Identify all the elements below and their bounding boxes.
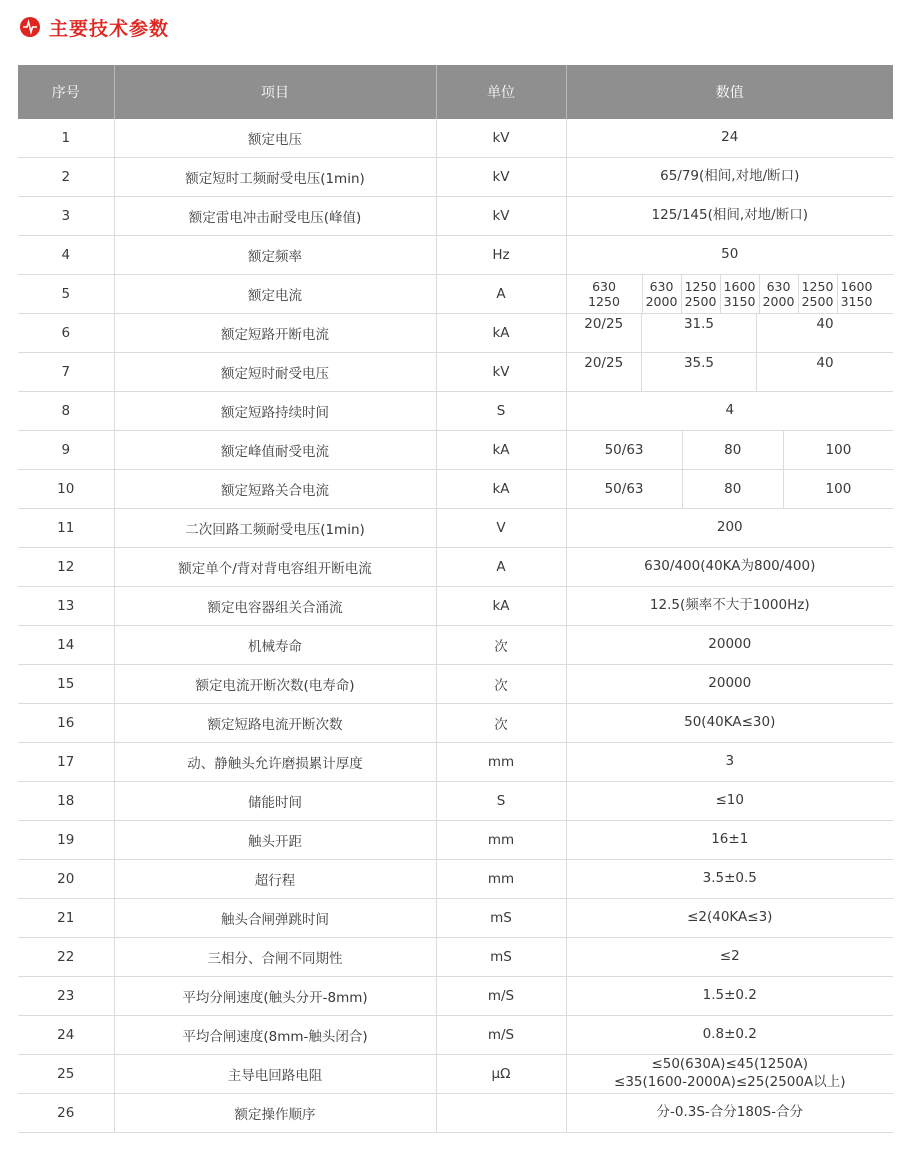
row-value (566, 1016, 893, 1055)
table-row (18, 1016, 893, 1055)
table-row (18, 1055, 893, 1094)
row-item: 额定电压 (114, 119, 436, 158)
value-split-group (567, 353, 894, 391)
row-unit: mm (436, 743, 566, 782)
table-row (18, 197, 893, 236)
value-subcell: 80 (682, 431, 783, 469)
value-subcell: 630 2000 (759, 275, 798, 313)
row-number: 5 (18, 275, 114, 314)
row-item: 额定频率 (114, 236, 436, 275)
row-unit: Hz (436, 236, 566, 275)
value-text: 125/145(相间,对地/断口) (651, 207, 808, 224)
row-unit: S (436, 392, 566, 431)
row-unit: mS (436, 899, 566, 938)
row-unit: mS (436, 938, 566, 977)
row-number: 14 (18, 626, 114, 665)
row-unit: μΩ (436, 1055, 566, 1094)
row-item: 机械寿命 (114, 626, 436, 665)
value-subcell: 1250 2500 (681, 275, 720, 313)
row-value (566, 548, 893, 587)
row-value (566, 821, 893, 860)
row-value (566, 431, 893, 470)
value-text: 50 (721, 246, 739, 263)
row-item: 额定短路持续时间 (114, 392, 436, 431)
value-subcell: 1250 2500 (798, 275, 837, 313)
row-unit: kV (436, 353, 566, 392)
row-value (566, 1094, 893, 1133)
row-unit: 次 (436, 704, 566, 743)
row-number: 13 (18, 587, 114, 626)
row-unit: kA (436, 470, 566, 509)
row-number: 24 (18, 1016, 114, 1055)
page-title: 主要技术参数 (49, 17, 170, 40)
table-row (18, 509, 893, 548)
row-unit: 次 (436, 626, 566, 665)
value-subcell: 1600 3150 (720, 275, 759, 313)
row-item: 额定短时工频耐受电压(1min) (114, 158, 436, 197)
row-number: 22 (18, 938, 114, 977)
row-number: 1 (18, 119, 114, 158)
value-text: 1.5±0.2 (702, 987, 757, 1004)
row-item: 动、静触头允许磨损累计厚度 (114, 743, 436, 782)
value-split-group (567, 314, 894, 352)
row-unit: kA (436, 431, 566, 470)
row-value (566, 158, 893, 197)
table-row (18, 821, 893, 860)
value-text: 20000 (708, 675, 752, 692)
row-item: 主导电回路电阻 (114, 1055, 436, 1094)
value-subcell: 630 2000 (642, 275, 681, 313)
row-item: 额定电容器组关合涌流 (114, 587, 436, 626)
row-unit: A (436, 548, 566, 587)
value-subcell: 80 (682, 470, 783, 508)
row-item: 超行程 (114, 860, 436, 899)
spec-table (18, 65, 893, 1133)
table-row (18, 119, 893, 158)
row-number: 6 (18, 314, 114, 353)
row-item: 触头合闸弹跳时间 (114, 899, 436, 938)
value-text: 3 (725, 753, 735, 770)
row-number: 15 (18, 665, 114, 704)
row-value (566, 860, 893, 899)
row-unit: V (436, 509, 566, 548)
row-number: 25 (18, 1055, 114, 1094)
row-unit: 次 (436, 665, 566, 704)
row-number: 17 (18, 743, 114, 782)
row-number: 4 (18, 236, 114, 275)
row-number: 20 (18, 860, 114, 899)
row-number: 10 (18, 470, 114, 509)
table-row (18, 704, 893, 743)
row-number: 12 (18, 548, 114, 587)
row-item: 额定电流 (114, 275, 436, 314)
row-value (566, 353, 893, 392)
value-subcell: 20/25 (584, 316, 624, 332)
value-subcell: 31.5 (641, 314, 756, 352)
value-text: ≤2(40KA≤3) (687, 909, 773, 926)
table-row (18, 860, 893, 899)
row-unit: mm (436, 821, 566, 860)
row-unit (436, 1094, 566, 1133)
row-number: 8 (18, 392, 114, 431)
row-item: 三相分、合闸不同期性 (114, 938, 436, 977)
row-value (566, 1055, 893, 1094)
row-item: 平均合闸速度(8mm-触头闭合) (114, 1016, 436, 1055)
table-row (18, 1094, 893, 1133)
row-item: 额定短路关合电流 (114, 470, 436, 509)
row-number: 18 (18, 782, 114, 821)
value-subcell: 20/25 (584, 355, 624, 371)
row-unit: S (436, 782, 566, 821)
row-number: 7 (18, 353, 114, 392)
value-subcell: 35.5 (641, 353, 756, 391)
table-row (18, 548, 893, 587)
table-row (18, 665, 893, 704)
value-subcell: 40 (756, 353, 893, 391)
table-row (18, 353, 893, 392)
value-text: ≤10 (715, 792, 744, 809)
row-value (566, 470, 893, 509)
table-row (18, 626, 893, 665)
row-number: 26 (18, 1094, 114, 1133)
row-value (566, 704, 893, 743)
row-value (566, 275, 893, 314)
table-row (18, 392, 893, 431)
value-subcell: 100 (783, 431, 893, 469)
column-header-item: 项目 (114, 65, 436, 119)
column-header-unit: 单位 (436, 65, 566, 119)
table-row (18, 236, 893, 275)
column-header-value: 数值 (566, 65, 893, 119)
value-subcell: 50/63 (604, 480, 644, 497)
row-unit: m/S (436, 977, 566, 1016)
row-number: 3 (18, 197, 114, 236)
row-number: 16 (18, 704, 114, 743)
row-value (566, 977, 893, 1016)
row-number: 9 (18, 431, 114, 470)
row-unit: kA (436, 314, 566, 353)
row-number: 2 (18, 158, 114, 197)
value-text: 200 (716, 519, 743, 536)
value-text: 12.5(频率不大于1000Hz) (649, 597, 810, 614)
value-subcell: 40 (756, 314, 893, 352)
value-subcell: 1600 3150 (837, 275, 876, 313)
row-number: 11 (18, 509, 114, 548)
row-item: 额定操作顺序 (114, 1094, 436, 1133)
table-body (18, 119, 893, 1133)
row-unit: m/S (436, 1016, 566, 1055)
row-value (566, 899, 893, 938)
value-text: 630/400(40KA为800/400) (644, 558, 816, 575)
value-text: ≤2 (719, 948, 740, 965)
table-row (18, 275, 893, 314)
row-unit: kV (436, 197, 566, 236)
value-split-group (567, 431, 894, 469)
row-unit: kA (436, 587, 566, 626)
table-row (18, 431, 893, 470)
row-item: 额定电流开断次数(电寿命) (114, 665, 436, 704)
value-split-group (567, 275, 894, 313)
row-value (566, 119, 893, 158)
row-value (566, 626, 893, 665)
row-item: 额定单个/背对背电容组开断电流 (114, 548, 436, 587)
row-value (566, 665, 893, 704)
value-text: 65/79(相间,对地/断口) (660, 168, 800, 185)
value-text: 3.5±0.5 (702, 870, 757, 887)
row-value (566, 743, 893, 782)
value-subcell: 630 1250 (588, 279, 620, 309)
row-unit: mm (436, 860, 566, 899)
row-value (566, 587, 893, 626)
table-row (18, 314, 893, 353)
row-item: 额定短路开断电流 (114, 314, 436, 353)
table-row (18, 587, 893, 626)
row-number: 19 (18, 821, 114, 860)
row-value (566, 314, 893, 353)
table-row (18, 743, 893, 782)
row-item: 平均分闸速度(触头分开-8mm) (114, 977, 436, 1016)
value-text: 分-0.3S-合分180S-合分 (656, 1104, 803, 1121)
row-item: 额定峰值耐受电流 (114, 431, 436, 470)
row-item: 触头开距 (114, 821, 436, 860)
row-item: 额定短路电流开断次数 (114, 704, 436, 743)
table-row (18, 470, 893, 509)
row-value (566, 938, 893, 977)
row-unit: kV (436, 119, 566, 158)
table-header-row (18, 65, 893, 119)
row-unit: A (436, 275, 566, 314)
column-header-no: 序号 (18, 65, 114, 119)
row-number: 23 (18, 977, 114, 1016)
table-row (18, 938, 893, 977)
table-row (18, 977, 893, 1016)
table-row (18, 158, 893, 197)
row-value (566, 197, 893, 236)
row-value (566, 782, 893, 821)
row-value (566, 236, 893, 275)
value-split-group (567, 470, 894, 508)
row-item: 二次回路工频耐受电压(1min) (114, 509, 436, 548)
table-row (18, 782, 893, 821)
value-text: 4 (725, 402, 735, 419)
value-text: ≤50(630A)≤45(1250A) ≤35(1600-2000A)≤25(2500A以上) (614, 1056, 846, 1090)
row-value (566, 392, 893, 431)
waveform-icon (20, 17, 40, 37)
value-text: 24 (721, 129, 739, 146)
row-item: 额定短时耐受电压 (114, 353, 436, 392)
row-value (566, 509, 893, 548)
row-item: 额定雷电冲击耐受电压(峰值) (114, 197, 436, 236)
value-text: 16±1 (711, 831, 749, 848)
row-number: 21 (18, 899, 114, 938)
value-subcell: 50/63 (604, 441, 644, 458)
table-row (18, 899, 893, 938)
row-unit: kV (436, 158, 566, 197)
section-header (20, 12, 169, 42)
value-subcell: 100 (783, 470, 893, 508)
row-item: 储能时间 (114, 782, 436, 821)
value-text: 20000 (708, 636, 752, 653)
value-text: 50(40KA≤30) (684, 714, 776, 731)
value-text: 0.8±0.2 (702, 1026, 757, 1043)
